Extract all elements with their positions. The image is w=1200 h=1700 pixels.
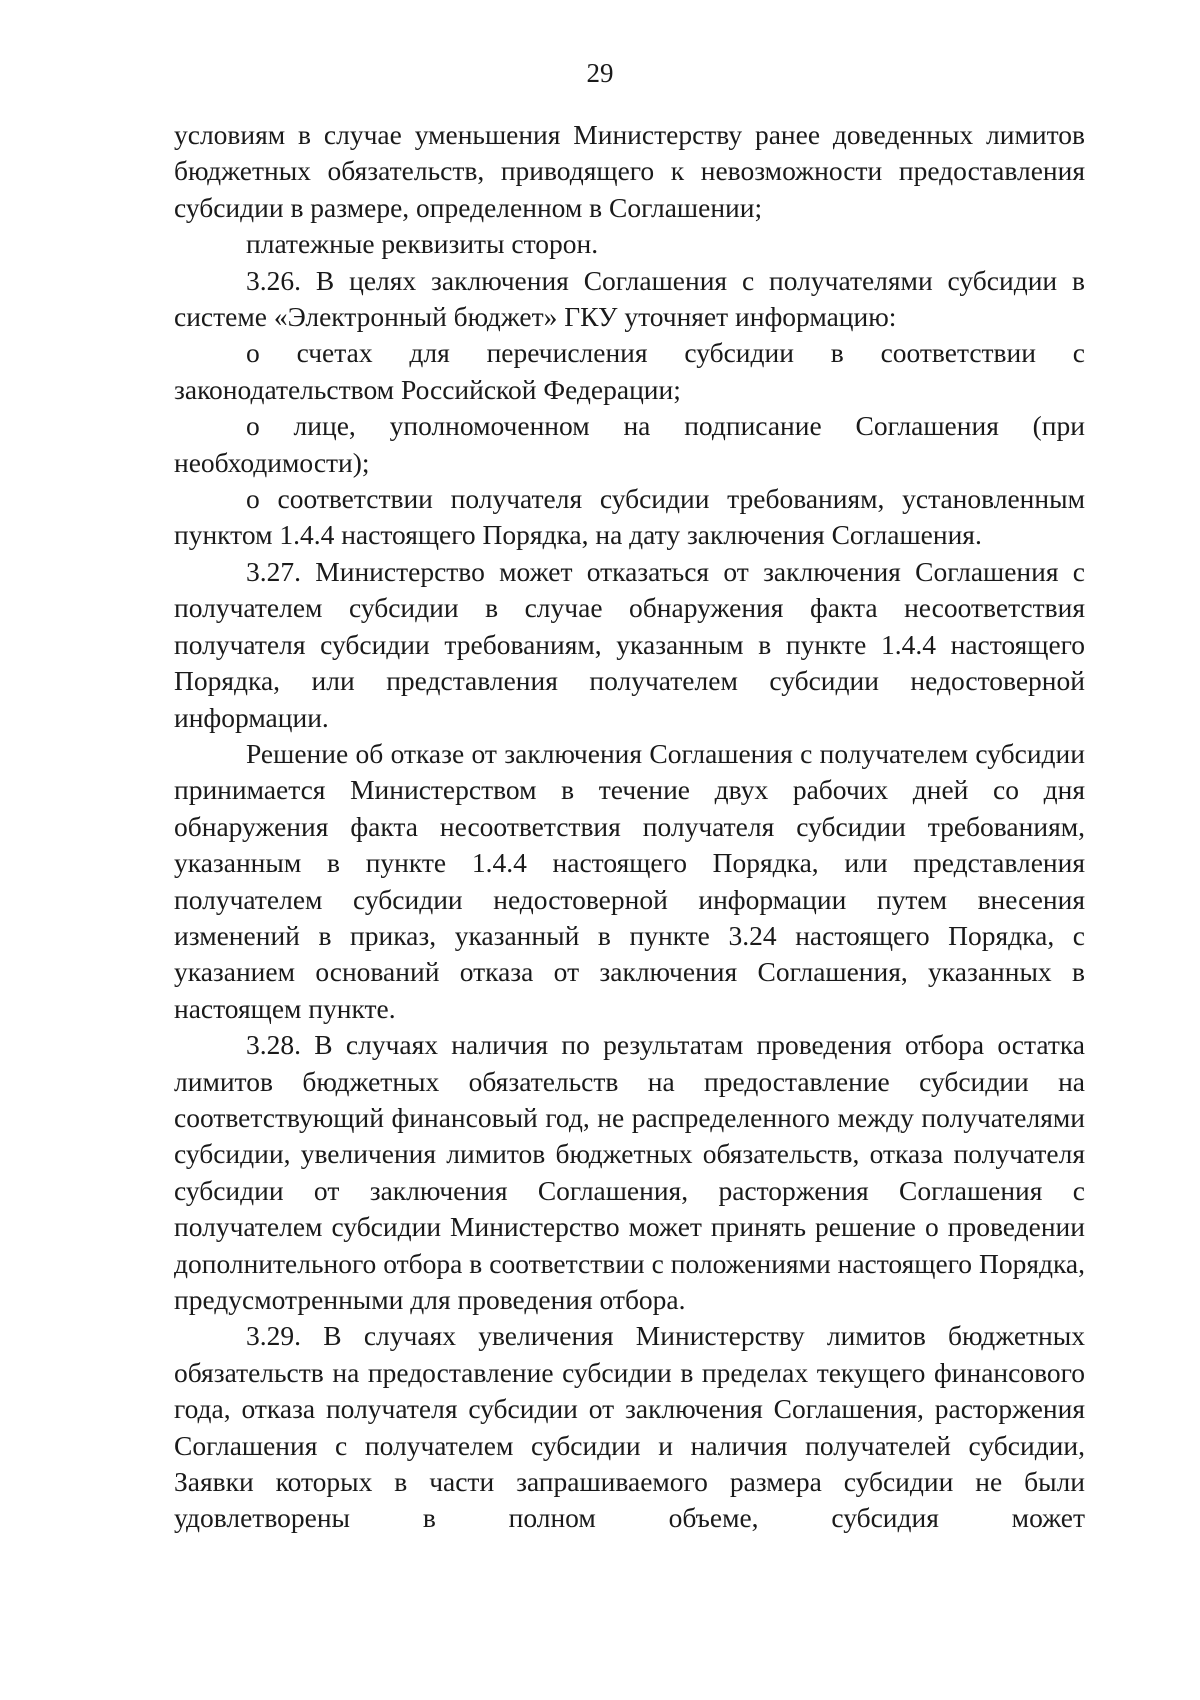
- paragraph-3-26: 3.26. В целях заключения Соглашения с получателями субсидии в системе «Электронный бюджет» ГКУ уточняет информацию:: [174, 264, 1085, 333]
- page-number: 29: [586, 58, 614, 88]
- paragraph-3-28: 3.28. В случаях наличия по результатам проведения отбора остатка лимитов бюджетных обязательств на предоставление субсидии на соответствующий финансовый год, не распределенного между получателями субсидии, увеличения лимитов бюджетных обязательств, отказа получателя субсидии от заключения Соглашения, расторжения Соглашения с получателем субсидии Министерство может принять решение о проведении дополнительного отбора в соответствии с положениями настоящего Порядка, предусмотренными для проведения отбора.: [174, 1029, 1085, 1315]
- paragraph-payment-details: платежные реквизиты сторон.: [246, 228, 599, 260]
- paragraph-refusal-decision: Решение об отказе от заключения Соглашения с получателем субсидии принимается Министерством в течение двух рабочих дней со дня обнаружения факта несоответствия получателя субсидии требованиям, указанным в пункте 1.4.4 настоящего Порядка, или представления получателем субсидии недостоверной информации путем внесения изменений в приказ, указанный в пункте 3.24 настоящего Порядка, с указанием оснований отказа от заключения Соглашения, указанных в настоящем пункте.: [174, 737, 1085, 1024]
- paragraph-3-29: 3.29. В случаях увеличения Министерству лимитов бюджетных обязательств на предоставление субсидии в пределах текущего финансового года, отказа получателя субсидии от заключения Соглашения, расторжения Соглашения с получателем субсидии и наличия получателей субсидии, Заявки которых в части запрашиваемого размера субсидии не были удовлетворены в полном объеме, субсидия может: [174, 1320, 1085, 1534]
- paragraph-authorized-person: о лице, уполномоченном на подписание Соглашения (при необходимости);: [174, 410, 1085, 478]
- paragraph-3-27: 3.27. Министерство может отказаться от заключения Соглашения с получателем субсидии в случае обнаружения факта несоответствия получателя субсидии требованиям, указанным в пункте 1.4.4 настоящего Порядка, или представления получателем субсидии недостоверной информации.: [174, 555, 1085, 733]
- paragraph-accounts: о счетах для перечисления субсидии в соответствии с законодательством Российской Федерации;: [174, 337, 1085, 405]
- document-body: [174, 117, 1085, 1537]
- paragraph-compliance: о соответствии получателя субсидии требованиям, установленным пунктом 1.4.4 настоящего Порядка, на дату заключения Соглашения.: [174, 483, 1085, 551]
- paragraph-continuation: условиям в случае уменьшения Министерству ранее доведенных лимитов бюджетных обязательств, приводящего к невозможности предоставления субсидии в размере, определенном в Соглашении;: [174, 119, 1085, 223]
